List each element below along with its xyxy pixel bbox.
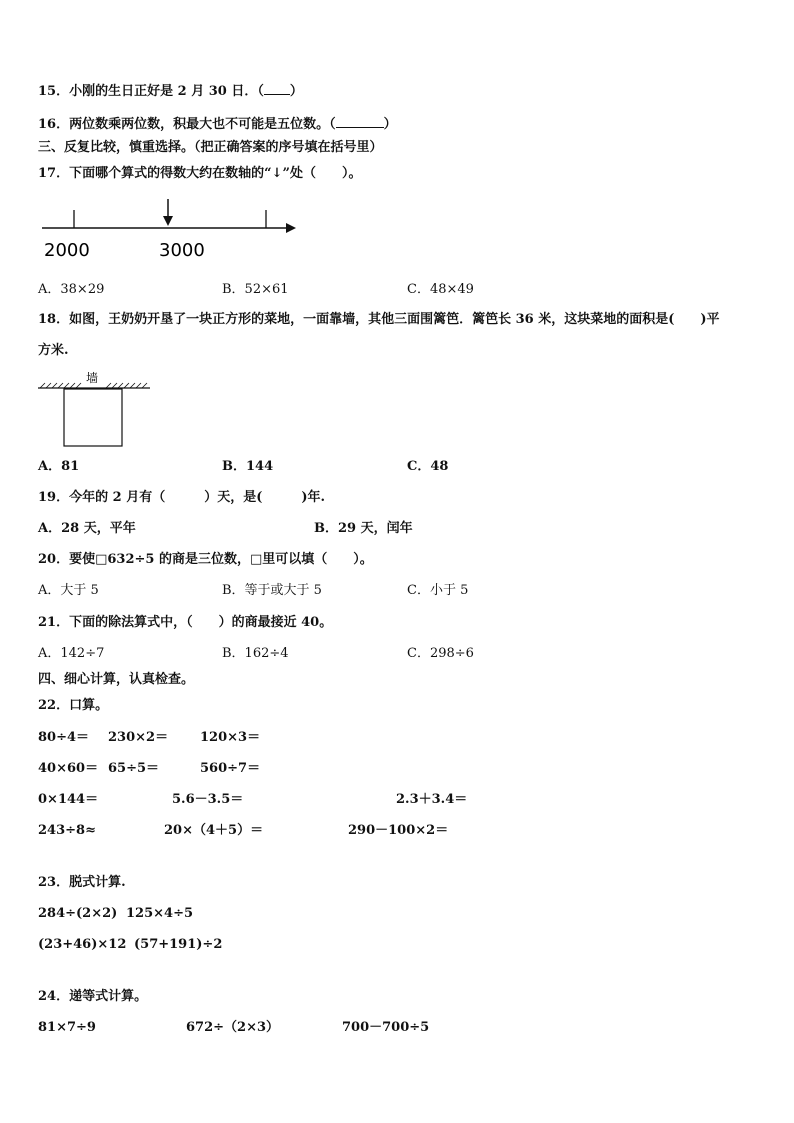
q18-option-c[interactable]: C．48 bbox=[407, 459, 449, 474]
question-21-text: 21．下面的除法算式中，（ ）的商最接近 40。 bbox=[38, 615, 333, 630]
question-22-text: 22．口算。 bbox=[38, 698, 109, 713]
step-calc-item: 125×4÷5 bbox=[126, 906, 194, 921]
q19-option-b[interactable]: B．29 天，闰年 bbox=[314, 521, 413, 536]
square-garden bbox=[64, 389, 122, 446]
oral-calc-item: 2.3＋3.4＝ bbox=[396, 792, 468, 807]
question-text: 小刚的生日正好是 2 月 30 日．（ bbox=[69, 84, 264, 99]
oral-calc-item: 65÷5＝ bbox=[108, 761, 160, 776]
question-17-text: 17．下面哪个算式的得数大约在数轴的“↓”处（ ）。 bbox=[38, 166, 362, 181]
oral-calc-item: 80÷4＝ bbox=[38, 730, 90, 745]
oral-calc-item: 40×60＝ bbox=[38, 761, 99, 776]
number-line-figure bbox=[38, 195, 308, 265]
q17-option-a[interactable]: A．38×29 bbox=[38, 282, 105, 297]
question-24-text: 24．递等式计算。 bbox=[38, 989, 148, 1004]
q20-option-c[interactable]: C．小于 5 bbox=[407, 583, 469, 598]
oral-calc-item: 5.6－3.5＝ bbox=[172, 792, 244, 807]
question-text: 两位数乘两位数，积最大也不可能是五位数。（ bbox=[69, 117, 336, 132]
q19-option-a[interactable]: A．28 天，平年 bbox=[38, 521, 136, 536]
oral-calc-item: 120×3＝ bbox=[200, 730, 261, 745]
axis-label-3000: 3000 bbox=[159, 240, 205, 261]
oral-calc-item: 230×2＝ bbox=[108, 730, 169, 745]
q17-option-b[interactable]: B．52×61 bbox=[222, 282, 289, 297]
equation-calc-item: 700－700÷5 bbox=[342, 1020, 430, 1035]
question-20-text: 20．要使□632÷5 的商是三位数，□里可以填（ ）。 bbox=[38, 552, 373, 567]
equation-calc-item: 672÷（2×3） bbox=[186, 1020, 280, 1035]
q18-option-b[interactable]: B．144 bbox=[222, 459, 274, 474]
q21-option-c[interactable]: C．298÷6 bbox=[407, 646, 474, 661]
wall-label: 墙 bbox=[86, 371, 99, 385]
answer-blank[interactable] bbox=[336, 115, 384, 128]
step-calc-item: (23+46)×12 bbox=[38, 937, 127, 952]
oral-calc-item: 560÷7＝ bbox=[200, 761, 261, 776]
question-16: 16．两位数乘两位数，积最大也不可能是五位数。（ ） bbox=[38, 117, 397, 132]
oral-calc-item: 290－100×2＝ bbox=[348, 823, 449, 838]
step-calc-item: 284÷(2×2) bbox=[38, 906, 118, 921]
question-number: 16． bbox=[38, 117, 70, 132]
q20-option-a[interactable]: A．大于 5 bbox=[38, 583, 99, 598]
section-3-heading: 三、反复比较，慎重选择。（把正确答案的序号填在括号里） bbox=[38, 140, 383, 155]
oral-calc-item: 243÷8≈ bbox=[38, 823, 96, 838]
question-18-text-cont: 方米. bbox=[38, 343, 69, 358]
step-calc-item: (57+191)÷2 bbox=[134, 937, 223, 952]
q21-option-a[interactable]: A．142÷7 bbox=[38, 646, 105, 661]
q18-option-a[interactable]: A．81 bbox=[38, 459, 80, 474]
equation-calc-item: 81×7÷9 bbox=[38, 1020, 96, 1035]
q21-option-b[interactable]: B．162÷4 bbox=[222, 646, 289, 661]
question-19-text: 19．今年的 2 月有（ ）天，是( )年. bbox=[38, 490, 326, 505]
axis-arrowhead bbox=[286, 223, 296, 233]
garden-figure bbox=[38, 366, 158, 450]
down-arrow-head bbox=[163, 216, 173, 226]
question-number: 15． bbox=[38, 84, 70, 99]
axis-label-2000: 2000 bbox=[44, 240, 90, 261]
question-18-text: 18．如图，王奶奶开垦了一块正方形的菜地，一面靠墙，其他三面围篱笆．篱笆长 36 米，这块菜地的面积是( )平 bbox=[38, 312, 720, 327]
q20-option-b[interactable]: B．等于或大于 5 bbox=[222, 583, 322, 598]
oral-calc-item: 20×（4＋5）＝ bbox=[164, 823, 264, 838]
q17-option-c[interactable]: C．48×49 bbox=[407, 282, 474, 297]
oral-calc-item: 0×144＝ bbox=[38, 792, 99, 807]
section-4-heading: 四、细心计算，认真检查。 bbox=[38, 672, 195, 687]
question-23-text: 23．脱式计算. bbox=[38, 875, 126, 890]
question-15: 15．小刚的生日正好是 2 月 30 日．（ ） bbox=[38, 84, 303, 99]
answer-blank[interactable] bbox=[264, 82, 290, 95]
